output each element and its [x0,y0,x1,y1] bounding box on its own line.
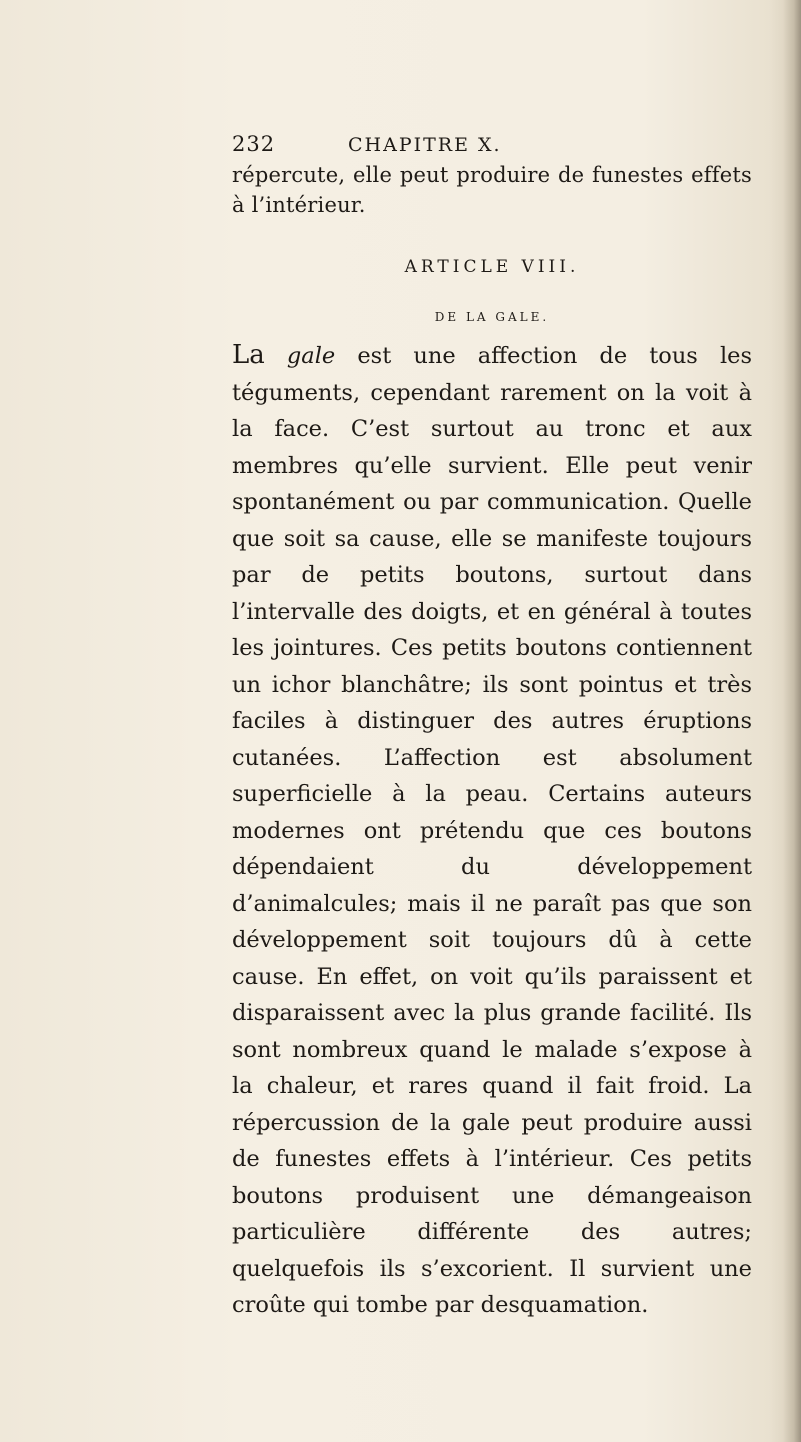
body-text: est une affection de tous les téguments, cependant rarement on la voit à la face. C’est surtout au tronc et aux membres qu’elle survient. Elle peut venir spontanément ou par communication. Quelle que soit sa cause, elle se manifeste toujours par de petits boutons, surtout dans l’intervalle des doigts, et en général à toutes les jointures. Ces petits boutons contiennent un ichor blanchâtre; ils sont pointus et très faciles à distinguer des autres éruptions cutanées. L’affection est absolument superficielle à la peau. Certains auteurs modernes ont prétendu que ces boutons dépendaient du développement d’animalcules; mais il ne paraît pas que son développement soit toujours dû à cette cause. En effet, on voit qu’ils paraissent et disparaissent avec la plus grande facilité. Ils sont nombreux quand le malade s’expose à la chaleur, et rares quand il fait froid. La répercussion de la gale peut produire aussi de funestes effets à l’intérieur. Ces petits boutons produisent une démangeaison particulière différente des autres; quelquefois ils s’excorient. Il survient une croûte qui tombe par desquamation. [232,343,753,1318]
intro-paragraph: répercute, elle peut produire de funestes effets à l’intérieur. [232,163,752,217]
page-header [232,132,612,162]
section-heading: DE LA GALE. [434,310,550,324]
italic-term: gale [286,343,336,369]
body-paragraph [232,337,752,1324]
page-edge-shadow [783,0,801,1442]
running-title: CHAPITRE X. [348,134,502,156]
opening-word: La [232,340,265,370]
page-number: 232 [232,132,276,156]
article-heading: ARTICLE VIII. [404,257,580,277]
